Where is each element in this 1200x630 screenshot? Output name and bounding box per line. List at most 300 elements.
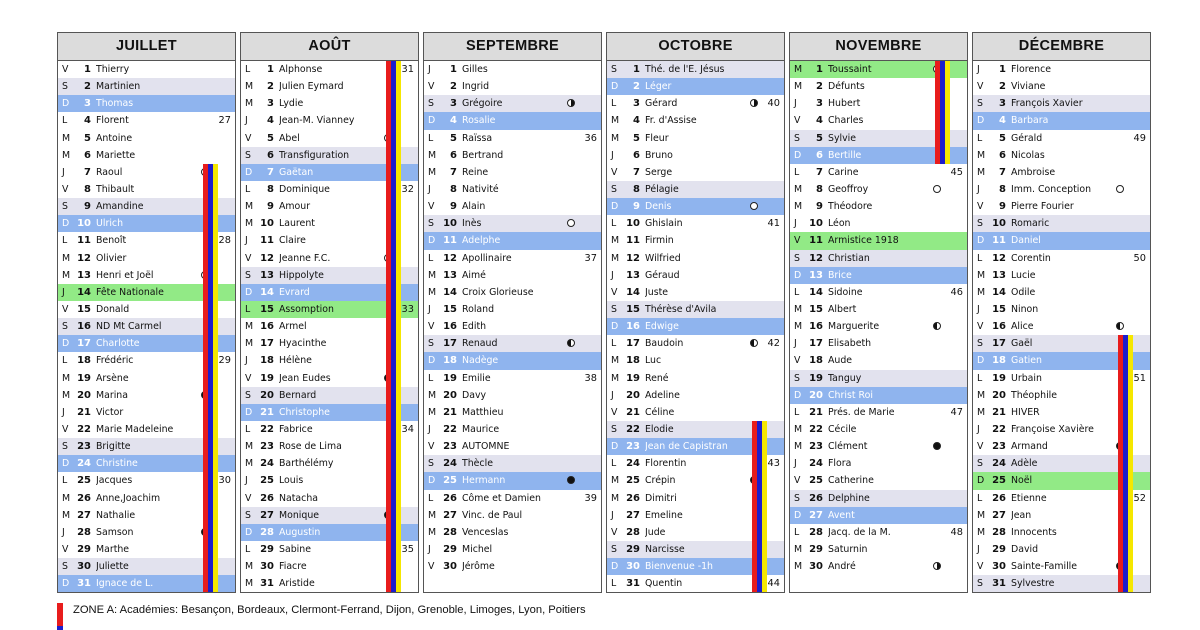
day-number: 8 — [816, 183, 823, 195]
day-row — [58, 95, 235, 112]
day-row — [973, 267, 1150, 284]
day-number: 5 — [450, 132, 457, 144]
day-row — [973, 318, 1150, 335]
saint-name: Florent — [96, 115, 129, 127]
saint-name: Innocents — [1011, 526, 1057, 538]
weekday-letter: J — [794, 338, 797, 350]
day-row — [607, 250, 784, 267]
day-row — [58, 78, 235, 95]
saint-name: Marthe — [96, 543, 130, 555]
day-row — [424, 130, 601, 147]
week-number: 47 — [950, 406, 963, 418]
day-number: 9 — [999, 201, 1006, 213]
weekday-letter: M — [62, 269, 71, 281]
day-number: 26 — [77, 492, 91, 504]
day-number: 7 — [999, 166, 1006, 178]
day-number: 14 — [626, 286, 640, 298]
saint-name: Lydie — [279, 98, 304, 110]
day-number: 15 — [260, 303, 274, 315]
saint-name: Barbara — [1011, 115, 1049, 127]
saint-name: Bertrand — [462, 149, 504, 161]
saint-name: Tanguy — [828, 372, 862, 384]
saint-name: Amour — [279, 201, 311, 213]
month-column — [972, 32, 1151, 593]
saint-name: Albert — [828, 303, 857, 315]
day-number: 6 — [999, 149, 1006, 161]
day-number: 16 — [443, 321, 457, 333]
saint-name: Brigitte — [96, 441, 131, 453]
day-number: 30 — [260, 561, 274, 573]
weekday-letter: M — [245, 441, 254, 453]
saint-name: Nicolas — [1011, 149, 1045, 161]
day-row — [973, 232, 1150, 249]
day-number: 5 — [816, 132, 823, 144]
weekday-letter: D — [245, 286, 253, 298]
day-number: 6 — [633, 149, 640, 161]
day-number: 16 — [260, 321, 274, 333]
day-number: 10 — [992, 218, 1006, 230]
weekday-letter: D — [794, 509, 802, 521]
saint-name: Hippolyte — [279, 269, 324, 281]
weekday-letter: V — [977, 201, 984, 213]
saint-name: Sidoine — [828, 286, 863, 298]
day-number: 4 — [816, 115, 823, 127]
saint-name: HIVER — [1011, 406, 1040, 418]
saint-name: Martinien — [96, 81, 141, 93]
week-number: 46 — [950, 286, 963, 298]
weekday-letter: M — [977, 509, 986, 521]
day-number: 27 — [992, 509, 1006, 521]
saint-name: Armand — [1011, 441, 1048, 453]
day-number: 21 — [992, 406, 1006, 418]
day-row — [607, 130, 784, 147]
day-number: 20 — [260, 389, 274, 401]
week-number: 29 — [218, 355, 231, 367]
saint-name: Imm. Conception — [1011, 183, 1092, 195]
saint-name: Bernard — [279, 389, 317, 401]
saint-name: Denis — [645, 201, 672, 213]
day-number: 12 — [626, 252, 640, 264]
weekday-letter: D — [977, 355, 985, 367]
saint-name: Alphonse — [279, 64, 323, 75]
day-row — [424, 147, 601, 164]
weekday-letter: L — [62, 235, 68, 247]
month-column — [789, 32, 968, 593]
weekday-letter: M — [794, 423, 803, 435]
day-number: 24 — [260, 458, 274, 470]
day-number: 23 — [809, 441, 823, 453]
weekday-letter: L — [977, 492, 983, 504]
saint-name: Claire — [279, 235, 306, 247]
saint-name: Jean — [1011, 509, 1032, 521]
saint-name: Gaëtan — [279, 166, 314, 178]
day-number: 13 — [443, 269, 457, 281]
saint-name: Narcisse — [645, 543, 685, 555]
week-number: 34 — [401, 423, 414, 435]
weekday-letter: L — [611, 338, 617, 350]
weekday-letter: J — [977, 423, 980, 435]
weekday-letter: M — [977, 389, 986, 401]
weekday-letter: L — [245, 543, 251, 555]
weekday-letter: S — [611, 183, 617, 195]
saint-name: Léger — [645, 81, 672, 93]
saint-name: Assomption — [279, 303, 334, 315]
weekday-letter: J — [245, 475, 248, 487]
weekday-letter: J — [428, 303, 431, 315]
saint-name: Frédéric — [96, 355, 134, 367]
day-row — [790, 352, 967, 369]
weekday-letter: M — [62, 149, 71, 161]
weekday-letter: M — [611, 492, 620, 504]
weekday-letter: J — [611, 509, 614, 521]
saint-name: Grégoire — [462, 98, 503, 110]
saint-name: Emeline — [645, 509, 683, 521]
weekday-letter: M — [428, 269, 437, 281]
weekday-letter: D — [62, 338, 70, 350]
day-row — [973, 215, 1150, 232]
saint-name: Corentin — [1011, 252, 1051, 264]
weekday-letter: V — [62, 423, 69, 435]
week-number: 33 — [401, 303, 414, 315]
weekday-letter: J — [428, 183, 431, 195]
weekday-letter: M — [611, 235, 620, 247]
day-number: 12 — [992, 252, 1006, 264]
day-row — [790, 318, 967, 335]
day-number: 16 — [77, 321, 91, 333]
day-number: 19 — [260, 372, 274, 384]
saint-name: Renaud — [462, 338, 498, 350]
weekday-letter: D — [62, 578, 70, 590]
day-number: 31 — [77, 578, 91, 590]
weekday-letter: D — [62, 218, 70, 230]
weekday-letter: M — [611, 372, 620, 384]
day-number: 17 — [77, 338, 91, 350]
saint-name: Armel — [279, 321, 307, 333]
day-row — [607, 232, 784, 249]
saint-name: Saturnin — [828, 543, 868, 555]
saint-name: Cécile — [828, 423, 857, 435]
day-number: 10 — [260, 218, 274, 230]
saint-name: Croix Glorieuse — [462, 286, 534, 298]
day-number: 26 — [809, 492, 823, 504]
saint-name: Sylvestre — [1011, 578, 1055, 590]
day-row — [973, 164, 1150, 181]
saint-name: Christine — [96, 458, 138, 470]
weekday-letter: S — [245, 509, 251, 521]
weekday-letter: D — [794, 389, 802, 401]
day-row — [790, 404, 967, 421]
day-number: 30 — [992, 561, 1006, 573]
day-number: 17 — [992, 338, 1006, 350]
saint-name: Brice — [828, 269, 852, 281]
day-number: 29 — [77, 543, 91, 555]
saint-name: Nativité — [462, 183, 499, 195]
day-row — [424, 318, 601, 335]
calendar-months — [57, 32, 1181, 594]
day-number: 19 — [809, 372, 823, 384]
saint-name: Théophile — [1011, 389, 1058, 401]
saint-name: Arsène — [96, 372, 129, 384]
weekday-letter: J — [611, 389, 614, 401]
day-number: 11 — [992, 235, 1006, 247]
saint-name: Florentin — [645, 458, 687, 470]
weekday-letter: S — [977, 578, 983, 590]
day-row — [790, 164, 967, 181]
day-number: 24 — [992, 458, 1006, 470]
saint-name: François Xavier — [1011, 98, 1083, 110]
day-number: 18 — [260, 355, 274, 367]
saint-name: Juliette — [96, 561, 129, 573]
day-number: 19 — [626, 372, 640, 384]
week-number: 36 — [584, 132, 597, 144]
day-row — [424, 541, 601, 558]
day-row — [790, 215, 967, 232]
day-row — [607, 335, 784, 352]
day-number: 17 — [260, 338, 274, 350]
day-row — [424, 335, 601, 352]
saint-name: Défunts — [828, 81, 865, 93]
saint-name: Laurent — [279, 218, 315, 230]
day-number: 29 — [443, 543, 457, 555]
day-number: 27 — [443, 509, 457, 521]
weekday-letter: L — [245, 183, 251, 195]
weekday-letter: M — [245, 218, 254, 230]
day-number: 13 — [260, 269, 274, 281]
day-row — [790, 370, 967, 387]
weekday-letter: J — [977, 303, 980, 315]
weekday-letter: M — [794, 81, 803, 93]
day-number: 2 — [999, 81, 1006, 93]
day-number: 27 — [626, 509, 640, 521]
weekday-letter: J — [977, 64, 980, 75]
weekday-letter: M — [62, 389, 71, 401]
weekday-letter: M — [245, 578, 254, 590]
day-number: 20 — [77, 389, 91, 401]
month-column — [606, 32, 785, 593]
day-row — [790, 524, 967, 541]
day-number: 22 — [260, 423, 274, 435]
day-row — [790, 198, 967, 215]
day-row — [424, 507, 601, 524]
day-row — [424, 472, 601, 489]
saint-name: Michel — [462, 543, 493, 555]
day-number: 20 — [809, 389, 823, 401]
day-row — [424, 438, 601, 455]
week-number: 32 — [401, 183, 414, 195]
weekday-letter: V — [428, 441, 435, 453]
day-number: 3 — [84, 98, 91, 110]
day-row — [973, 147, 1150, 164]
day-number: 14 — [992, 286, 1006, 298]
weekday-letter: S — [428, 338, 434, 350]
weekday-letter: S — [428, 458, 434, 470]
day-number: 10 — [443, 218, 457, 230]
saint-name: Benoît — [96, 235, 127, 247]
day-number: 5 — [84, 132, 91, 144]
day-number: 23 — [443, 441, 457, 453]
saint-name: Alain — [462, 201, 486, 213]
day-row — [607, 267, 784, 284]
weekday-letter: J — [977, 183, 980, 195]
saint-name: Odile — [1011, 286, 1036, 298]
weekday-letter: M — [794, 321, 803, 333]
day-number: 11 — [443, 235, 457, 247]
saint-name: Gérard — [645, 98, 678, 110]
day-number: 23 — [626, 441, 640, 453]
saint-name: Aristide — [279, 578, 315, 590]
weekday-letter: V — [977, 561, 984, 573]
weekday-letter: V — [245, 372, 252, 384]
day-number: 8 — [84, 183, 91, 195]
day-number: 20 — [992, 389, 1006, 401]
week-number: 45 — [950, 166, 963, 178]
vacation-zone-c-bar — [1128, 335, 1133, 592]
weekday-letter: V — [977, 441, 984, 453]
day-number: 12 — [809, 252, 823, 264]
day-row — [607, 147, 784, 164]
saint-name: Matthieu — [462, 406, 504, 418]
weekday-letter: S — [611, 64, 617, 75]
day-number: 27 — [77, 509, 91, 521]
weekday-letter: D — [62, 458, 70, 470]
day-number: 18 — [443, 355, 457, 367]
week-number: 41 — [767, 218, 780, 230]
saint-name: Daniel — [1011, 235, 1041, 247]
saint-name: Fabrice — [279, 423, 313, 435]
vacation-zone-c-bar — [945, 61, 950, 164]
weekday-letter: L — [794, 166, 800, 178]
saint-name: Abel — [279, 132, 300, 144]
day-number: 4 — [84, 115, 91, 127]
saint-name: Fleur — [645, 132, 669, 144]
day-number: 4 — [267, 115, 274, 127]
saint-name: Natacha — [279, 492, 319, 504]
weekday-letter: D — [611, 441, 619, 453]
day-number: 25 — [809, 475, 823, 487]
day-number: 11 — [626, 235, 640, 247]
day-number: 6 — [267, 149, 274, 161]
day-number: 24 — [809, 458, 823, 470]
saint-name: Pélagie — [645, 183, 679, 195]
weekday-letter: S — [245, 389, 251, 401]
saint-name: Donald — [96, 303, 130, 315]
day-row — [790, 438, 967, 455]
saint-name: Rosalie — [462, 115, 496, 127]
day-number: 28 — [626, 526, 640, 538]
day-row — [790, 421, 967, 438]
saint-name: Marina — [96, 389, 128, 401]
saint-name: Jeanne F.C. — [279, 252, 331, 264]
saint-name: Christian — [828, 252, 870, 264]
vacation-zone-c-bar — [396, 61, 401, 593]
zone-a-legend-text: ZONE A: Académies: Besançon, Bordeaux, Clermont-Ferrand, Dijon, Grenoble, Limoges, Lyon, Poitiers — [73, 604, 586, 616]
saint-name: Samson — [96, 526, 134, 538]
weekday-letter: M — [611, 475, 620, 487]
day-row — [58, 147, 235, 164]
day-number: 8 — [450, 183, 457, 195]
day-number: 2 — [816, 81, 823, 93]
day-number: 7 — [267, 166, 274, 178]
saint-name: Christ Roi — [828, 389, 873, 401]
day-number: 31 — [992, 578, 1006, 590]
day-number: 4 — [633, 115, 640, 127]
vacation-zone-c-bar — [213, 164, 218, 593]
day-row — [790, 284, 967, 301]
saint-name: Thierry — [96, 64, 130, 75]
day-number: 9 — [633, 201, 640, 213]
weekday-letter: M — [977, 269, 986, 281]
saint-name: Serge — [645, 166, 673, 178]
saint-name: Catherine — [828, 475, 874, 487]
weekday-letter: J — [62, 406, 65, 418]
month-title: JUILLET — [58, 33, 235, 61]
day-number: 30 — [626, 561, 640, 573]
weekday-letter: J — [794, 218, 797, 230]
weekday-letter: M — [428, 526, 437, 538]
day-row — [790, 232, 967, 249]
zone-a-swatch — [57, 603, 63, 630]
saint-name: Antoine — [96, 132, 133, 144]
day-number: 5 — [633, 132, 640, 144]
weekday-letter: S — [428, 218, 434, 230]
day-number: 5 — [267, 132, 274, 144]
weekday-letter: D — [428, 235, 436, 247]
saint-name: Géraud — [645, 269, 680, 281]
weekday-letter: V — [428, 201, 435, 213]
day-number: 23 — [260, 441, 274, 453]
day-row — [58, 112, 235, 129]
day-number: 28 — [260, 526, 274, 538]
weekday-letter: J — [245, 115, 248, 127]
saint-name: Jean Eudes — [279, 372, 331, 384]
weekday-letter: L — [611, 458, 617, 470]
weekday-letter: M — [428, 406, 437, 418]
weekday-letter: S — [62, 441, 68, 453]
day-number: 29 — [992, 543, 1006, 555]
day-number: 28 — [77, 526, 91, 538]
day-row — [424, 524, 601, 541]
month-column — [240, 32, 419, 593]
saint-name: Davy — [462, 389, 487, 401]
saint-name: Wilfried — [645, 252, 681, 264]
weekday-letter: D — [62, 98, 70, 110]
weekday-letter: L — [428, 252, 434, 264]
day-number: 1 — [999, 64, 1006, 75]
day-row — [790, 541, 967, 558]
weekday-letter: L — [977, 252, 983, 264]
weekday-letter: V — [794, 235, 801, 247]
saint-name: Inès — [462, 218, 482, 230]
day-row — [424, 95, 601, 112]
day-number: 22 — [77, 423, 91, 435]
weekday-letter: V — [428, 561, 435, 573]
weekday-letter: J — [794, 458, 797, 470]
saint-name: Quentin — [645, 578, 683, 590]
weekday-letter: D — [428, 475, 436, 487]
day-number: 11 — [260, 235, 274, 247]
weekday-letter: D — [611, 201, 619, 213]
saint-name: Flora — [828, 458, 852, 470]
saint-name: Dominique — [279, 183, 330, 195]
weekday-letter: M — [245, 321, 254, 333]
day-number: 26 — [443, 492, 457, 504]
day-number: 8 — [633, 183, 640, 195]
day-row — [973, 301, 1150, 318]
day-number: 7 — [816, 166, 823, 178]
weekday-letter: M — [245, 561, 254, 573]
saint-name: Jérôme — [462, 561, 495, 573]
day-number: 13 — [626, 269, 640, 281]
